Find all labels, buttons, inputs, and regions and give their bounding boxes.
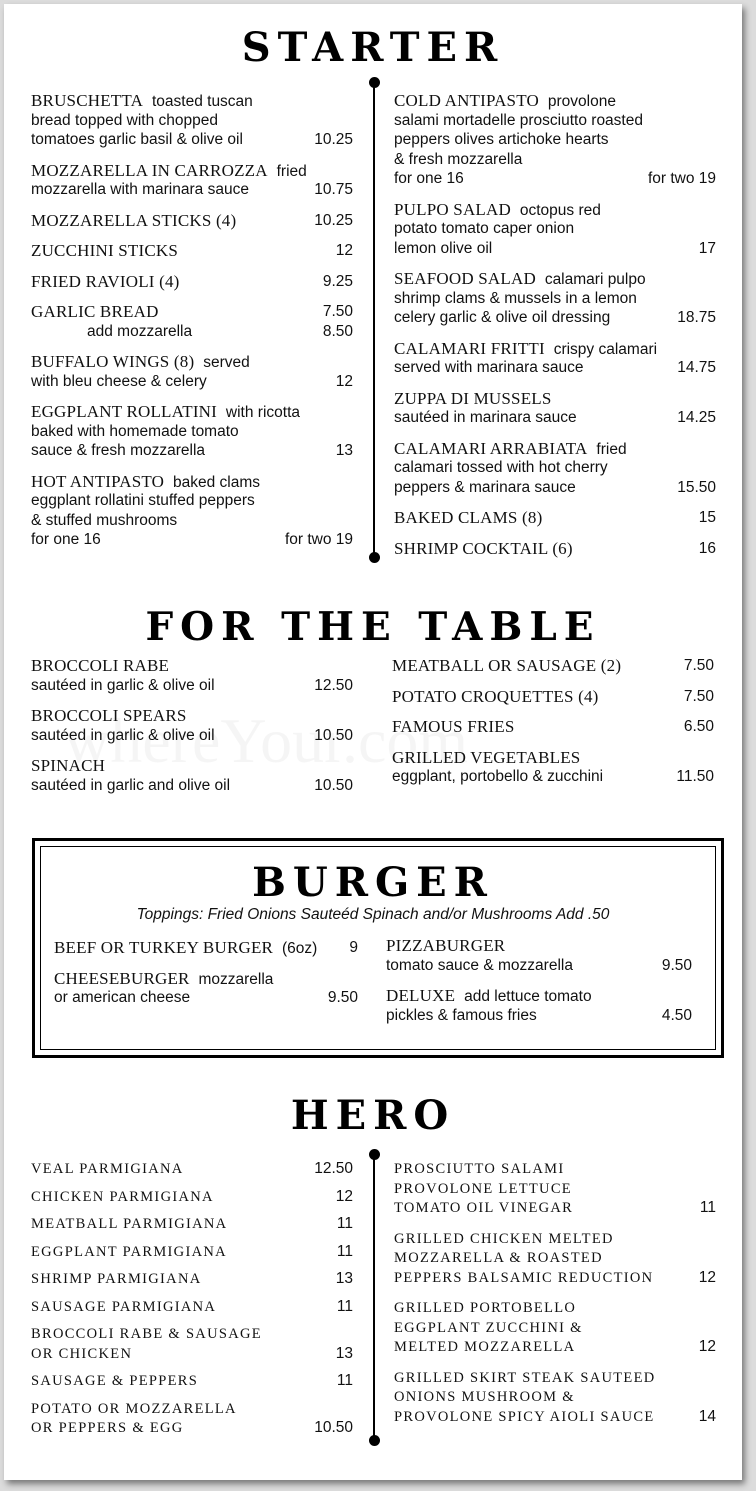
hero-item-line [31, 1297, 353, 1317]
menu-item-line [392, 687, 714, 707]
menu-item [394, 91, 716, 189]
menu-item-line [31, 491, 353, 511]
menu-item-desc: eggplant, portobello & zucchini [392, 768, 604, 785]
menu-item [31, 402, 353, 461]
hero-item-price: 13 [335, 1344, 353, 1362]
hero-divider-dot-top [369, 1149, 380, 1160]
hero-item-price: 11 [336, 1372, 353, 1389]
menu-item-line [394, 478, 716, 498]
menu-item-name: POTATO CROQUETTES (4) [392, 686, 599, 706]
menu-item-line [394, 111, 716, 131]
menu-item-price: 14.25 [677, 409, 716, 426]
divider-dot-top [369, 77, 380, 88]
menu-item-price: 10.50 [314, 776, 353, 794]
price-for-one: for one 16 [31, 531, 101, 548]
menu-item-price: 9.50 [661, 956, 692, 974]
menu-item-desc: & fresh mozzarella [394, 150, 523, 168]
menu-item-desc: sautéed in marinara sauce [394, 409, 577, 426]
menu-item-name: PIZZABURGER [386, 936, 506, 955]
menu-item-desc: or american cheese [54, 989, 191, 1006]
price-for-two: for two 19 [284, 531, 353, 548]
hero-item [394, 1229, 716, 1288]
hero-item-line [31, 1269, 353, 1289]
burger-left-column [54, 938, 358, 1019]
menu-item-line [394, 269, 716, 289]
menu-item-price: 10.25 [314, 211, 353, 229]
menu-item [31, 352, 353, 391]
hero-item-price: 12 [335, 1187, 353, 1205]
starter-divider [373, 82, 375, 558]
menu-item [394, 200, 716, 259]
menu-item-desc: pickles & famous fries [386, 1006, 537, 1024]
menu-item-name: GARLIC BREAD [31, 302, 159, 321]
menu-item-desc: mozzarella with marinara sauce [31, 181, 249, 198]
menu-item-line [394, 389, 716, 409]
hero-item-line [394, 1368, 716, 1388]
hero-item-name: PEPPERS BALSAMIC REDUCTION [394, 1269, 654, 1286]
menu-item [31, 756, 353, 795]
menu-item-name: GRILLED VEGETABLES [392, 747, 581, 767]
hero-item [31, 1159, 353, 1179]
menu-item-price: 10.25 [314, 131, 353, 148]
menu-item-name: SEAFOOD SALAD [394, 269, 536, 288]
price-for-one: for one 16 [394, 170, 464, 187]
table-left-column [31, 656, 353, 806]
hero-item-line [394, 1298, 716, 1318]
hero-item-name: MEATBALL PARMIGIANA [31, 1216, 228, 1232]
menu-item [392, 656, 714, 676]
hero-item-line [394, 1268, 716, 1288]
hero-item-price: 12 [698, 1338, 716, 1355]
hero-item-price: 11 [699, 1199, 716, 1216]
burger-toppings: Toppings: Fried Onions Sauteéd Spinach and/or Mushrooms Add .50 [136, 906, 610, 923]
divider-dot-bottom [369, 552, 380, 563]
menu-item-name: FAMOUS FRIES [392, 717, 515, 736]
menu-item-line [394, 200, 716, 220]
menu-item-line [394, 539, 716, 559]
hero-item-line [31, 1187, 353, 1207]
table-title: FOR THE TABLE [145, 604, 601, 650]
menu-item-line [54, 938, 358, 958]
menu-item-line [394, 439, 716, 459]
hero-item-line [394, 1248, 716, 1268]
hero-item-price: 11 [336, 1242, 353, 1260]
menu-item-price: 10.75 [314, 181, 353, 198]
menu-item [394, 389, 716, 428]
hero-item-name: EGGPLANT ZUCCHINI & [394, 1319, 583, 1336]
menu-item-line [394, 289, 716, 309]
menu-item-line [31, 111, 353, 131]
menu-item-price: 7.50 [683, 657, 714, 674]
menu-item-desc: shrimp clams & mussels in a lemon [394, 289, 637, 307]
menu-item [31, 706, 353, 745]
hero-item-name: BROCCOLI RABE & SAUSAGE [31, 1326, 262, 1342]
hero-item-name: GRILLED SKIRT STEAK SAUTEED [394, 1369, 656, 1386]
hero-item [31, 1399, 353, 1438]
menu-item-line [31, 441, 353, 461]
menu-item-desc: sautéed in garlic & olive oil [31, 676, 215, 694]
menu-item-price: 12 [335, 372, 353, 390]
menu-item-desc: celery garlic & olive oil dressing [394, 309, 611, 326]
extra-price: 8.50 [322, 322, 353, 340]
menu-item-price: 15 [698, 509, 716, 526]
menu-item-desc: & stuffed mushrooms [31, 511, 178, 529]
menu-item-desc: sautéed in garlic & olive oil [31, 726, 215, 744]
menu-item-price: 18.75 [677, 309, 716, 326]
menu-item-name: SPINACH [31, 756, 106, 775]
menu-item-line [392, 767, 714, 787]
menu-item-price: 12.50 [314, 676, 353, 694]
menu-item-desc: provolone [547, 93, 616, 110]
menu-item-line [31, 776, 353, 796]
hero-item-price: 11 [336, 1215, 353, 1232]
menu-item [31, 656, 353, 695]
menu-item-desc: with bleu cheese & celery [31, 372, 207, 390]
menu-item-desc: calamari tossed with hot cherry [394, 459, 608, 476]
menu-item [31, 241, 353, 261]
menu-item-line [31, 302, 353, 322]
hero-item [31, 1187, 353, 1207]
menu-item-name: DELUXE [386, 986, 456, 1005]
menu-item-name: BUFFALO WINGS (8) [31, 352, 195, 371]
hero-item-line [394, 1229, 716, 1249]
menu-item [54, 938, 358, 958]
menu-item-name: BROCCOLI RABE [31, 656, 170, 675]
menu-item-line [392, 656, 714, 676]
table-right-column [392, 656, 714, 798]
hero-item-line [394, 1318, 716, 1338]
menu-item-desc: fried [276, 162, 307, 180]
menu-item-name: COLD ANTIPASTO [394, 91, 539, 110]
hero-item-line [394, 1198, 716, 1218]
menu-item-price: 13 [335, 442, 353, 459]
hero-item-name: MELTED MOZZARELLA [394, 1339, 576, 1355]
hero-item-name: PROSCIUTTO SALAMI [394, 1161, 565, 1177]
hero-item-name: PROVOLONE SPICY AIOLI SAUCE [394, 1408, 655, 1425]
hero-left-column [31, 1159, 353, 1446]
menu-item-line [386, 1006, 692, 1026]
hero-item-price: 10.50 [314, 1419, 353, 1436]
hero-item-name: SAUSAGE PARMIGIANA [31, 1298, 217, 1315]
menu-item-desc: potato tomato caper onion [394, 220, 575, 237]
menu-item-desc: eggplant rollatini stuffed peppers [31, 492, 255, 509]
menu-item-line [394, 458, 716, 478]
menu-item-line [31, 472, 353, 492]
hero-title: HERO [290, 1092, 456, 1139]
menu-item-desc: baked clams [173, 473, 261, 491]
menu-item-line [31, 756, 353, 776]
hero-item-line [31, 1399, 353, 1419]
menu-item-line [394, 150, 716, 170]
menu-item-desc: with ricotta [225, 404, 301, 421]
menu-item-price: 12 [335, 242, 353, 259]
menu-item-name: FRIED RAVIOLI (4) [31, 271, 180, 291]
menu-item-desc: peppers olives artichoke hearts [394, 131, 609, 148]
hero-item-line [31, 1344, 353, 1364]
hero-item [394, 1368, 716, 1427]
menu-item-desc: (6oz) [281, 940, 318, 957]
menu-item-name: MEATBALL OR SAUSAGE (2) [392, 656, 622, 675]
menu-item-name: SHRIMP COCKTAIL (6) [394, 538, 573, 558]
menu-item-name: MOZZARELLA IN CARROZZA [31, 160, 268, 180]
menu-page [4, 4, 742, 1480]
hero-item-name: GRILLED PORTOBELLO [394, 1300, 577, 1316]
menu-item-line [392, 748, 714, 768]
menu-item-name: EGGPLANT ROLLATINI [31, 402, 218, 421]
menu-item-portions [394, 169, 716, 189]
menu-item-line [394, 91, 716, 111]
menu-item-line [31, 402, 353, 422]
hero-item-name: EGGPLANT PARMIGIANA [31, 1243, 227, 1260]
menu-item-desc: toasted tuscan [151, 93, 253, 110]
hero-item-name: POTATO OR MOZZARELLA [31, 1400, 237, 1417]
menu-item-price: 7.50 [322, 303, 353, 320]
menu-item [54, 969, 358, 1008]
menu-item-desc: fried [596, 440, 627, 458]
hero-item-price: 14 [698, 1407, 716, 1425]
menu-item-line [54, 988, 358, 1008]
menu-item [386, 986, 692, 1025]
menu-item-line [31, 706, 353, 726]
menu-item-desc: add lettuce tomato [464, 988, 592, 1005]
burger-right-column [386, 936, 692, 1036]
hero-item [31, 1297, 353, 1317]
menu-item-price: 11.50 [676, 768, 714, 785]
menu-item-line [394, 408, 716, 428]
menu-item [392, 717, 714, 737]
menu-item-line [386, 936, 692, 956]
starter-right-column [394, 91, 716, 569]
menu-item-line [31, 656, 353, 676]
menu-item-desc: tomatoes garlic basil & olive oil [31, 131, 243, 148]
menu-item-line [394, 339, 716, 359]
menu-item [392, 687, 714, 707]
menu-item-portions [31, 530, 353, 550]
hero-item [31, 1269, 353, 1289]
menu-item-line [394, 308, 716, 328]
menu-item-name: BROCCOLI SPEARS [31, 706, 187, 725]
menu-item-price: 4.50 [661, 1006, 692, 1024]
hero-divider [373, 1154, 375, 1440]
hero-item-line [394, 1387, 716, 1407]
menu-item-price: 9.25 [322, 272, 353, 290]
hero-item-name: SHRIMP PARMIGIANA [31, 1271, 202, 1287]
hero-item-name: OR PEPPERS & EGG [31, 1420, 184, 1436]
hero-item-line [31, 1324, 353, 1344]
menu-item-line [394, 219, 716, 239]
menu-item-desc: tomato sauce & mozzarella [386, 956, 573, 974]
menu-item-line [54, 969, 358, 989]
menu-item-desc: served with marinara sauce [394, 359, 584, 376]
menu-item-price: 16 [698, 539, 716, 557]
menu-item-line [394, 130, 716, 150]
menu-item [392, 748, 714, 787]
menu-item-price: 14.75 [677, 359, 716, 376]
menu-item-extra [31, 322, 353, 342]
menu-item-price: 17 [698, 239, 716, 257]
hero-item-line [31, 1242, 353, 1262]
menu-item-price: 9 [349, 939, 358, 956]
menu-item-line [394, 508, 716, 528]
hero-item-name: PROVOLONE LETTUCE [394, 1180, 572, 1197]
hero-divider-dot-bottom [369, 1435, 380, 1446]
hero-item-line [394, 1179, 716, 1199]
menu-item-name: BRUSCHETTA [31, 91, 144, 110]
hero-item [31, 1324, 353, 1363]
hero-item-price: 12 [698, 1268, 716, 1286]
menu-item-line [31, 422, 353, 442]
menu-item [31, 91, 353, 150]
hero-item-line [394, 1407, 716, 1427]
menu-item-line [31, 726, 353, 746]
menu-item-line [31, 676, 353, 696]
menu-item-name: MOZZARELLA STICKS (4) [31, 210, 237, 230]
menu-item-name: BEEF OR TURKEY BURGER [54, 938, 274, 957]
menu-item-name: BAKED CLAMS (8) [394, 508, 543, 527]
hero-item-name: SAUSAGE & PEPPERS [31, 1373, 199, 1389]
menu-item [31, 472, 353, 550]
menu-item-name: CALAMARI ARRABIATA [394, 438, 588, 458]
menu-item [394, 539, 716, 559]
hero-item-price: 13 [335, 1270, 353, 1287]
menu-item-desc: salami mortadelle prosciutto roasted [394, 111, 643, 129]
hero-item-price: 11 [336, 1297, 353, 1315]
menu-item-desc: bread topped with chopped [31, 111, 219, 129]
hero-item [31, 1371, 353, 1391]
burger-title: BURGER [252, 859, 494, 906]
hero-item-name: VEAL PARMIGIANA [31, 1161, 184, 1177]
extra-label: add mozzarella [87, 322, 193, 340]
menu-item-line [31, 161, 353, 181]
menu-item [394, 269, 716, 328]
menu-item-line [31, 241, 353, 261]
menu-item [394, 339, 716, 378]
hero-item-price: 12.50 [314, 1160, 353, 1177]
menu-item-line [394, 358, 716, 378]
menu-item-line [31, 511, 353, 531]
menu-item-line [31, 180, 353, 200]
hero-item-name: MOZZARELLA & ROASTED [394, 1250, 603, 1266]
hero-item-name: GRILLED CHICKEN MELTED [394, 1230, 614, 1247]
hero-item-name: CHICKEN PARMIGIANA [31, 1188, 214, 1205]
menu-item-desc: baked with homemade tomato [31, 422, 239, 440]
price-for-two: for two 19 [647, 170, 716, 187]
hero-item-line [394, 1337, 716, 1357]
menu-item-desc: crispy calamari [553, 340, 658, 358]
menu-item-line [394, 239, 716, 259]
hero-item-name: ONIONS MUSHROOM & [394, 1389, 575, 1405]
menu-item-line [31, 130, 353, 150]
starter-left-column [31, 91, 353, 561]
menu-item-desc: sautéed in garlic and olive oil [31, 776, 231, 794]
hero-item [394, 1159, 716, 1218]
menu-item-desc: sauce & fresh mozzarella [31, 442, 206, 459]
hero-item [31, 1242, 353, 1262]
menu-item-desc: peppers & marinara sauce [394, 478, 576, 496]
menu-item [31, 302, 353, 341]
menu-item-line [31, 372, 353, 392]
hero-item-name: OR CHICKEN [31, 1345, 133, 1362]
menu-item-line [31, 211, 353, 231]
menu-item [31, 272, 353, 292]
menu-item-price: 10.50 [314, 726, 353, 744]
hero-item-line [394, 1159, 716, 1179]
menu-item-name: ZUCCHINI STICKS [31, 241, 179, 260]
menu-item-name: HOT ANTIPASTO [31, 471, 165, 491]
menu-item-desc: served [203, 354, 250, 371]
menu-item-line [31, 272, 353, 292]
menu-item-name: CHEESEBURGER [54, 968, 190, 988]
menu-item-price: 7.50 [683, 687, 714, 705]
hero-item-line [31, 1418, 353, 1438]
menu-item-line [386, 986, 692, 1006]
menu-item [31, 211, 353, 231]
hero-item [394, 1298, 716, 1357]
menu-item-name: ZUPPA DI MUSSELS [394, 388, 552, 408]
menu-item-line [31, 91, 353, 111]
menu-item-line [386, 956, 692, 976]
menu-item-line [31, 352, 353, 372]
menu-item-desc: calamari pulpo [544, 271, 646, 288]
hero-item-line [31, 1214, 353, 1234]
menu-item-line [392, 717, 714, 737]
menu-item-name: PULPO SALAD [394, 199, 511, 219]
menu-item-price: 9.50 [327, 989, 358, 1006]
menu-item [31, 161, 353, 200]
menu-item-name: CALAMARI FRITTI [394, 338, 545, 358]
menu-item-desc: mozzarella [198, 970, 274, 988]
hero-item-line [31, 1159, 353, 1179]
hero-right-column [394, 1159, 716, 1437]
hero-item-line [31, 1371, 353, 1391]
starter-title: STARTER [241, 24, 505, 71]
menu-item [386, 936, 692, 975]
menu-item [394, 439, 716, 498]
hero-item [31, 1214, 353, 1234]
menu-item-price: 6.50 [683, 718, 714, 735]
menu-item-price: 15.50 [677, 478, 716, 496]
menu-item-desc: lemon olive oil [394, 239, 493, 257]
menu-item-desc: octopus red [519, 201, 601, 219]
menu-item [394, 508, 716, 528]
hero-item-name: TOMATO OIL VINEGAR [394, 1200, 574, 1216]
